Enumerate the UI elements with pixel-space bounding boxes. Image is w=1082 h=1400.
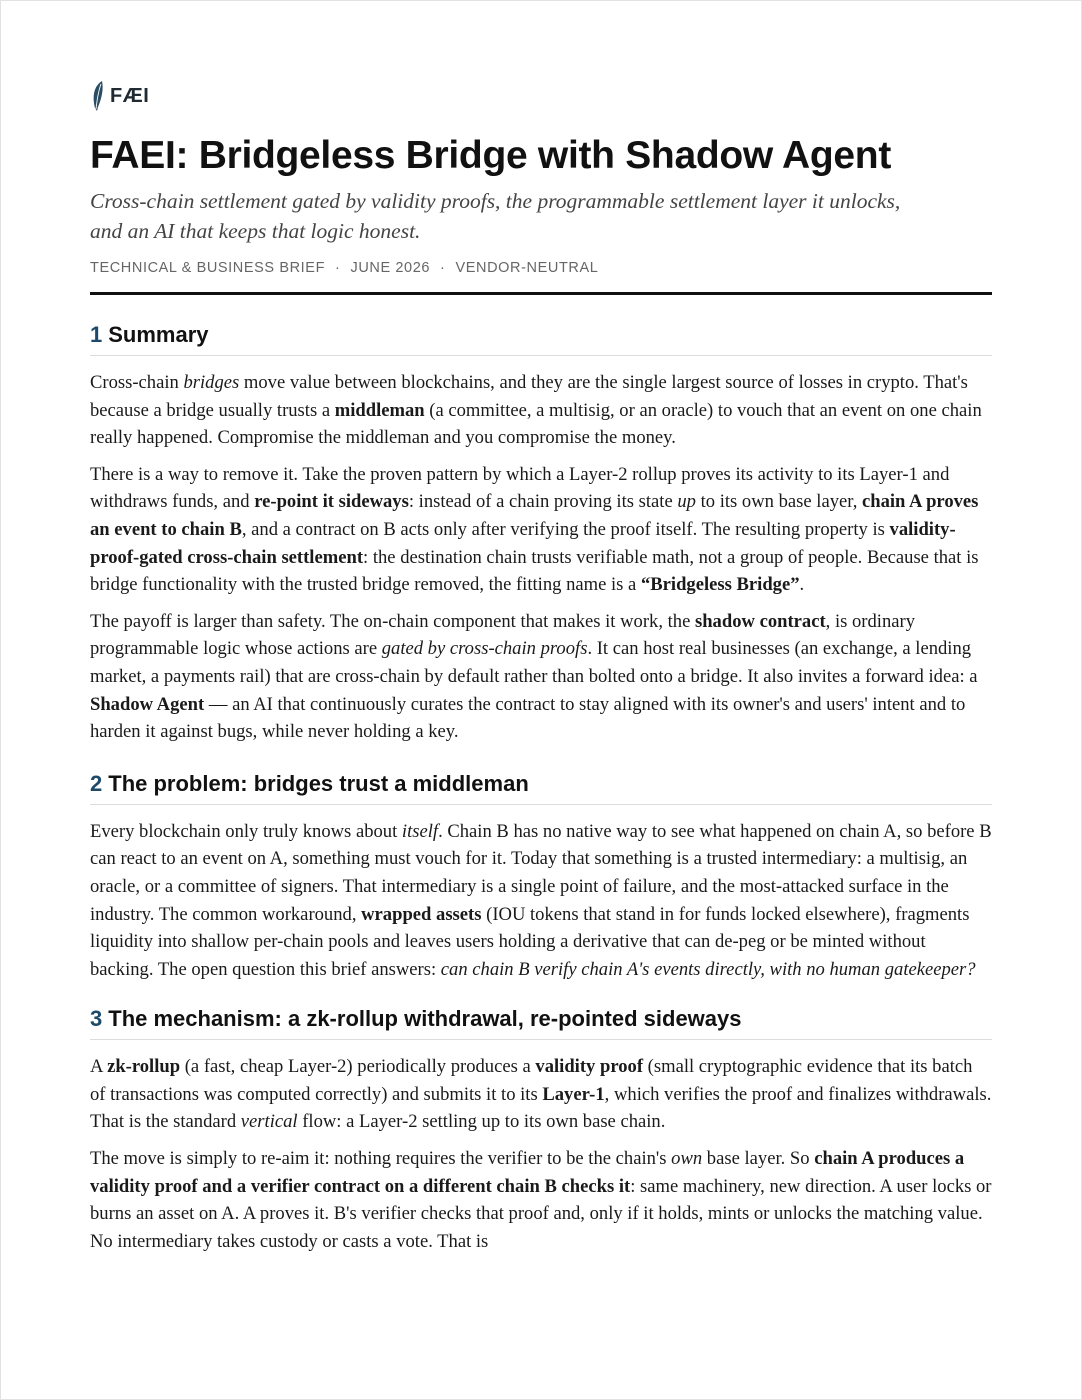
section-title: The problem: bridges trust a middleman [108, 770, 529, 796]
text-run: move value between blockchains, and they are the single largest source of losses in crypto. That's because a bridge usually trusts a [90, 372, 968, 421]
meta-date: JUNE 2026 [350, 260, 431, 276]
section-number: 1 [90, 322, 103, 347]
meta-kind: TECHNICAL & BUSINESS BRIEF [90, 260, 326, 276]
text-run: : the destination chain trusts verifiable math, not a group of people. Because that is bridge functionality with the trusted bridge removed, the fitting name is a [90, 546, 979, 596]
bold-text: validity-proof-gated cross-chain settlement [90, 518, 956, 568]
section-heading [90, 770, 992, 805]
text-run: . [799, 574, 805, 596]
document-page [90, 78, 992, 1255]
text-run: (IOU tokens that stand in for funds locked elsewhere), fragments liquidity into shallow per-chain pools and leaves users holding a derivative that can de-peg or be minted without backing. The open question this brief answers: [90, 903, 970, 980]
bold-text: chain A produces a validity proof and a verifier contract on a different chain B checks it [90, 1148, 965, 1197]
brand-logo-text: FÆI [110, 84, 150, 107]
text-run: , which verifies the proof and finalizes withdrawals. That is the standard [90, 1083, 992, 1133]
paragraph [90, 1053, 992, 1136]
document-title: FAEI: Bridgeless Bridge with Shadow Agent [90, 134, 892, 177]
bold-text: shadow contract [694, 610, 826, 632]
text-run: flow: a Layer-2 settling up to its own base chain. [297, 1111, 666, 1133]
section-heading [90, 321, 992, 356]
header-divider [90, 292, 992, 295]
subtitle-line: and an AI that keeps that logic honest. [90, 219, 421, 243]
bold-text: validity proof [535, 1056, 644, 1078]
section-mechanism [90, 1005, 992, 1255]
paragraph [90, 461, 992, 599]
text-run: Every blockchain only truly knows about [90, 820, 402, 842]
bold-text: middleman [334, 399, 425, 421]
bold-text: Layer-1 [542, 1083, 605, 1105]
text-run: . It can host real businesses (an exchange, a lending market, a payments rail) that are cross-chain by default rather than bolted onto a bridge. It also invites a forward idea: a [90, 638, 978, 687]
bold-text: zk-rollup [107, 1056, 181, 1078]
paragraph [90, 1145, 992, 1255]
text-run: : instead of a chain proving its state [408, 491, 678, 513]
meta-stance: VENDOR-NEUTRAL [455, 260, 599, 276]
text-run: (small cryptographic evidence that its batch of transactions was computed correctly) and submits it to its [90, 1056, 973, 1105]
bold-text: re-point it sideways [254, 491, 409, 513]
italic-text: itself [401, 820, 439, 842]
italic-text: up [677, 491, 696, 513]
text-run: . Chain B has no native way to see what happened on chain A, so before B can react to an event on A, something must vouch for it. Today that something is a trusted intermediary: a multisig, an oracle, or a committee of signers. That intermediary is a single point of failure, and the most-attacked surface in the industry. The common workaround, [90, 820, 992, 925]
italic-text: own [671, 1148, 703, 1170]
paragraph [90, 608, 992, 746]
italic-text: gated by cross-chain proofs [381, 638, 588, 660]
text-run: The payoff is larger than safety. The on-chain component that makes it work, the [90, 610, 695, 632]
section-title: Summary [108, 322, 209, 347]
section-heading [90, 1005, 992, 1040]
italic-text: vertical [240, 1111, 298, 1133]
paragraph [90, 369, 992, 452]
text-run: base layer. So [702, 1148, 815, 1170]
text-run: to its own base layer, [695, 491, 862, 513]
text-run: : same machinery, new direction. A user locks or burns an asset on A. A proves it. B's verifier checks that proof and, only if it holds, mints or unlocks the matching value. No intermediary takes custody or casts a vote. That is [90, 1175, 992, 1252]
bold-text: chain A proves an event to chain B [90, 491, 979, 540]
paragraph [90, 818, 992, 984]
bold-text: “Bridgeless Bridge” [640, 574, 800, 596]
bold-text: wrapped assets [361, 903, 482, 925]
section-number: 2 [90, 770, 103, 796]
section-number: 3 [90, 1006, 103, 1032]
text-run: , is ordinary programmable logic whose actions are [90, 610, 915, 660]
section-summary [90, 321, 992, 746]
text-run: (a committee, a multisig, or an oracle) to vouch that an event on one chain really happened. Compromise the middleman and you compromise the money. [90, 399, 982, 449]
feather-icon [90, 80, 106, 112]
document-meta [90, 260, 992, 276]
subtitle-line: Cross-chain settlement gated by validity proofs, the programmable settlement layer it unlocks, [90, 189, 901, 213]
document-subtitle [90, 186, 992, 246]
italic-text: can chain B verify chain A's events directly, with no human gatekeeper? [440, 958, 976, 980]
meta-separator: · [335, 260, 341, 276]
italic-text: bridges [183, 372, 240, 393]
text-run: — an AI that continuously curates the contract to stay aligned with its owner's and users' intent and to harden it against bugs, while never holding a key. [90, 693, 966, 743]
text-run: Cross-chain [90, 372, 184, 393]
brand-logo [90, 78, 992, 114]
text-run: A [90, 1056, 108, 1078]
section-title: The mechanism: a zk-rollup withdrawal, re-pointed sideways [108, 1006, 742, 1032]
bold-text: Shadow Agent [90, 693, 205, 715]
text-run: There is a way to remove it. Take the proven pattern by which a Layer-2 rollup proves its activity to its Layer-1 and withdraws funds, and [90, 463, 950, 513]
text-run: (a fast, cheap Layer-2) periodically produces a [180, 1056, 536, 1078]
section-problem [90, 770, 992, 984]
text-run: , and a contract on B acts only after verifying the proof itself. The resulting property is [241, 518, 890, 540]
text-run: The move is simply to re-aim it: nothing requires the verifier to be the chain's [90, 1148, 672, 1170]
meta-separator: · [440, 260, 446, 276]
